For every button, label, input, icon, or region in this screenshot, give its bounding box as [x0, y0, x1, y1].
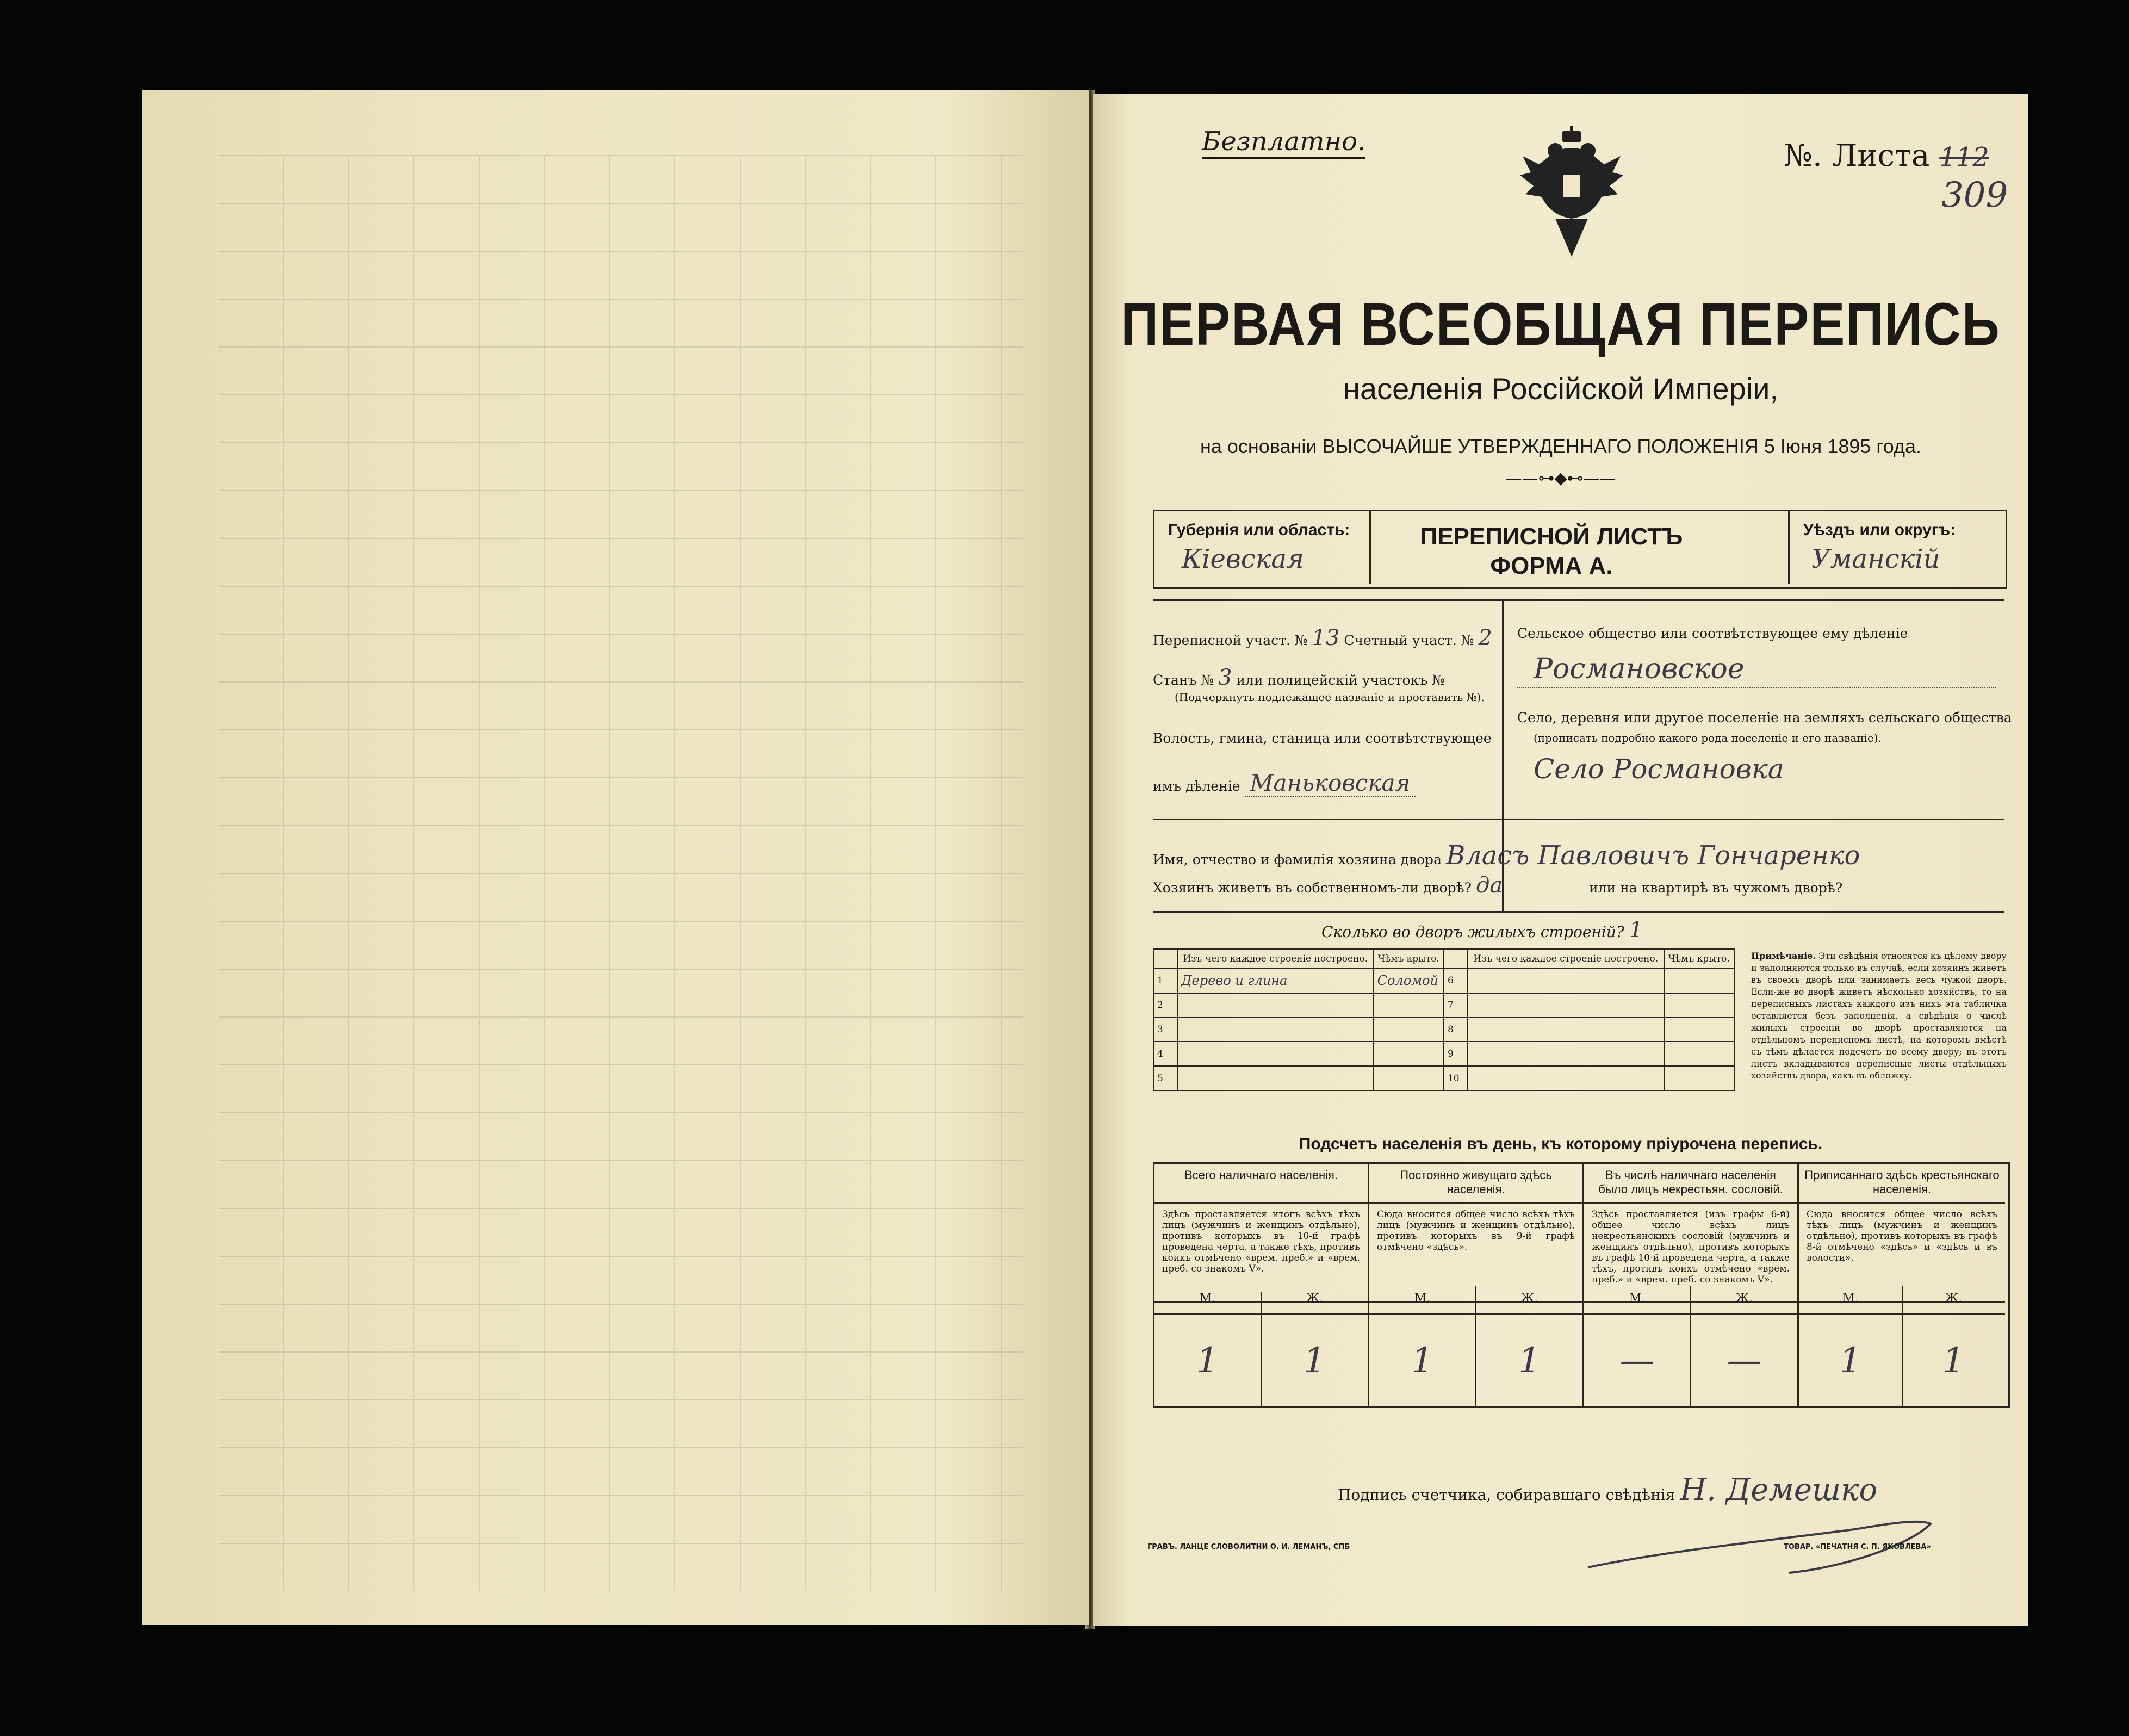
- bleed-through-grid: [219, 155, 1023, 1591]
- printer-left: ГРАВЪ. ЛАНЦЕ СЛОВОЛИТНИ О. И. ЛЕМАНЪ, СПБ: [1147, 1543, 1350, 1551]
- form-title-1: ПЕРЕПИСНОЙ ЛИСТЪ: [1420, 523, 1683, 550]
- table-row: 3 8: [1153, 1018, 1734, 1042]
- count-permanent-male: 1: [1411, 1341, 1433, 1381]
- table-row: 5 10: [1153, 1066, 1734, 1090]
- count-total-male: 1: [1196, 1341, 1219, 1381]
- col-roof-2: Чѣмъ крыто.: [1664, 949, 1734, 969]
- sheet-number-label: №. Листа 112: [1784, 138, 1989, 173]
- village-society-label: Сельское общество или соотвѣтствующее ему дѣленіе: [1517, 625, 1908, 641]
- table-row: 1 Дерево и глина Соломой 6: [1153, 969, 1734, 993]
- population-count-table: [1153, 1162, 2010, 1408]
- form-header-box: [1153, 510, 2007, 589]
- stan-field: Станъ № 3 или полицейскій участокъ №: [1153, 665, 1445, 690]
- count-registered-female: 1: [1942, 1341, 1965, 1381]
- census-title: ПЕРВАЯ ВСЕОБЩАЯ ПЕРЕПИСЬ: [1121, 290, 2001, 358]
- census-form-page: [1093, 94, 2028, 1626]
- village-society-value: Росмановское: [1534, 653, 1745, 685]
- settlement-label: Село, деревня или другое поселеніе на земляхъ сельскаго общества: [1517, 710, 2012, 726]
- province-cell: [1154, 511, 1371, 584]
- buildings-table: [1153, 948, 1735, 1091]
- census-subtitle: населенія Россійской Имперіи,: [1343, 371, 1778, 406]
- double-headed-eagle-emblem: [1517, 126, 1626, 262]
- underline-note: (Подчеркнуть подлежащее названіе и проставить №).: [1175, 691, 1485, 704]
- printer-right: ТОВАР. «ПЕЧАТНЯ С. П. ЯКОВЛЕВА»: [1784, 1543, 1931, 1551]
- count-nonpeasant-female: —: [1727, 1341, 1762, 1381]
- table-row: 4 9: [1153, 1041, 1734, 1066]
- col-material: Изъ чего каждое строеніе построено.: [1177, 949, 1374, 969]
- volost-field: имъ дѣленіе Маньковская: [1153, 770, 1416, 796]
- settlement-value: Село Росмановка: [1534, 753, 1784, 785]
- province-label: Губернія или область:: [1168, 521, 1350, 539]
- count-group-registered: Приписаннаго здѣсь крестьянскаго населенія. Сюда вносится общее число всѣхъ тѣхъ лицъ (мужчинъ и женщинъ отдѣльно), противъ которыхъ въ графѣ 8-й отмѣчено «здѣсь» и «здѣсь и въ волости». М. Ж. 1 1: [1799, 1164, 2005, 1406]
- left-page: [142, 90, 1089, 1625]
- population-count-title: Подсчетъ населенія въ день, къ которому пріурочена перепись.: [1299, 1135, 1823, 1153]
- form-title-2: ФОРМА А.: [1490, 553, 1613, 579]
- census-section-field: Переписной участ. № 13 Счетный участ. № 2: [1153, 625, 1492, 650]
- district-value: Уманскій: [1811, 544, 1940, 574]
- count-nonpeasant-male: —: [1619, 1341, 1655, 1381]
- signature-field: Подпись счетчика, собиравшаго свѣдѣнія Н. Демешко: [1338, 1472, 1878, 1508]
- lives-field: Хозяинъ живетъ въ собственномъ-ли дворѣ? да или на квартирѣ въ чужомъ дворѣ?: [1153, 873, 1843, 898]
- province-value: Кіевская: [1182, 544, 1304, 574]
- sheet-number-value: 309: [1941, 175, 2008, 215]
- settlement-note: (прописать подробно какого рода поселеніе и его названіе).: [1534, 731, 1882, 745]
- buildings-count-field: Сколько во дворъ жилыхъ строеній? 1: [1321, 917, 1643, 943]
- count-group-total: Всего наличнаго населенія. Здѣсь проставляется итогъ всѣхъ тѣхъ лицъ (мужчинъ и женщинъ отдѣльно), противъ которыхъ въ 10-й графѣ проведена черта, а также тѣхъ, противъ коихъ отмѣчено «врем. преб.» и «врем. преб. со знакомъ V». М. Ж. 1 1: [1154, 1164, 1369, 1406]
- count-group-permanent: Постоянно живущаго здѣсь населенія. Сюда вносится общее число всѣхъ тѣхъ лицъ (мужчинъ и женщинъ отдѣльно), противъ которыхъ въ 9-й графѣ отмѣчено «здѣсь». М. Ж. 1 1: [1369, 1164, 1584, 1406]
- district-cell: [1788, 511, 2004, 584]
- signature-flourish: [1582, 1486, 1963, 1578]
- count-group-nonpeasant: Въ числѣ наличнаго населенія было лицъ некрестьян. сословій. Здѣсь проставляется (изъ графы 6-й) общее число всѣхъ лицъ некрестьянскихъ сословій (мужчинъ и женщинъ отдѣльно), противъ которыхъ въ графѣ 10-й проведена черта, а также тѣхъ, противъ коихъ отмѣчено «врем. преб.» и «врем. преб. со знакомъ V». М. Ж. — —: [1584, 1164, 1799, 1406]
- fields-area: [1153, 599, 2012, 913]
- district-label: Уѣздъ или округъ:: [1803, 521, 1956, 539]
- col-material-2: Изъ чего каждое строеніе построено.: [1468, 949, 1664, 969]
- count-registered-male: 1: [1839, 1341, 1862, 1381]
- col-roof: Чѣмъ крыто.: [1374, 949, 1444, 969]
- free-label: Безплатно.: [1202, 126, 1365, 159]
- owner-field: Имя, отчество и фамилія хозяина двора Власъ Павловичъ Гончаренко: [1153, 840, 1860, 871]
- count-permanent-female: 1: [1518, 1341, 1541, 1381]
- count-total-female: 1: [1304, 1341, 1326, 1381]
- census-basis: на основаніи ВЫСОЧАЙШЕ УТВЕРЖДЕННАГО ПОЛОЖЕНІЯ 5 Іюня 1895 года.: [1200, 435, 1921, 457]
- title-ornament: ——⊶◆⊷——: [1505, 469, 1616, 488]
- buildings-note: Примѣчаніе. Эти свѣдѣнія относятся къ цѣлому двору и заполняются только въ случаѣ, если хозяинъ живетъ въ своемъ дворѣ или занимаетъ весь чужой дворъ. Если-же во дворѣ живетъ нѣсколько хозяйствъ, то на переписныхъ листахъ каждого изъ нихъ эта табличка оставляется безъ заполненія, а свѣдѣнія о числѣ жилыхъ строеній во дворѣ проставляются на отдѣльномъ переписномъ листѣ, на которомъ вмѣстѣ съ тѣмъ дѣлается подсчетъ по всему двору; въ этотъ листъ вкладываются переписные листы отдѣльныхъ хозяйствъ двора, какъ въ обложку.: [1751, 951, 2007, 1081]
- volost-label: Волость, гмина, станица или соотвѣтствующее: [1153, 730, 1492, 746]
- table-row: 2 7: [1153, 993, 1734, 1018]
